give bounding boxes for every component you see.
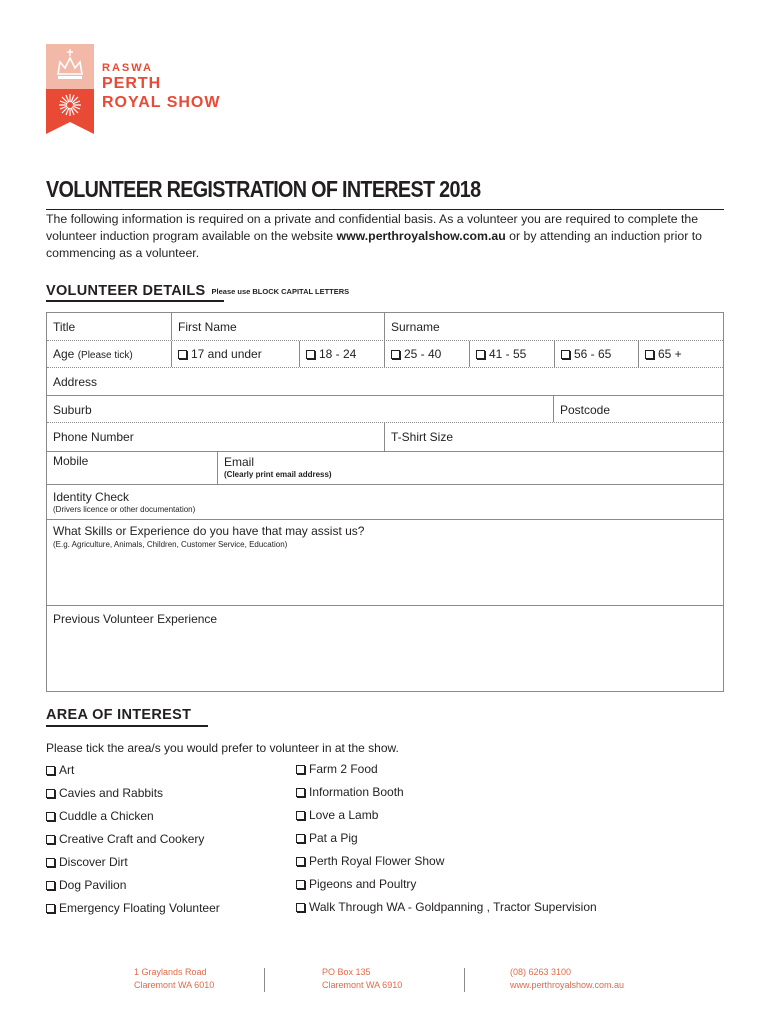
- footer-phone[interactable]: (08) 6263 3100: [510, 967, 572, 977]
- skills-note: (E.g. Agriculture, Animals, Children, Customer Service, Education): [53, 540, 288, 549]
- volunteer-details-form: [46, 312, 724, 692]
- previous-experience-field[interactable]: Previous Volunteer Experience: [53, 612, 218, 626]
- checkbox-icon[interactable]: [46, 789, 55, 798]
- checkbox-icon[interactable]: [296, 788, 305, 797]
- footer-website[interactable]: www.perthroyalshow.com.au: [510, 980, 625, 990]
- area-option-pigeons-poultry[interactable]: Pigeons and Poultry: [296, 877, 416, 891]
- perth-royal-show-logo: [46, 44, 226, 136]
- area-option-cuddle-chicken[interactable]: Cuddle a Chicken: [46, 809, 154, 823]
- page-title: VOLUNTEER REGISTRATION OF INTEREST 2018: [46, 176, 481, 202]
- checkbox-icon[interactable]: [296, 765, 305, 774]
- intro-paragraph: The following information is required on a private and confidential basis. As a volunteer you are required to complete the volunteer induction program available on the website www.perthroyalshow.com.au or by attending an induction prior to commencing as a volunteer.: [46, 212, 702, 260]
- checkbox-icon[interactable]: [296, 857, 305, 866]
- footer-contact: [510, 966, 624, 992]
- footer-divider: [464, 968, 465, 992]
- age-option-25-40[interactable]: 25 - 40: [384, 341, 469, 367]
- identity-note: (Drivers licence or other documentation): [53, 505, 196, 514]
- checkbox-icon[interactable]: [178, 350, 187, 359]
- logo-royal-show: ROYAL SHOW: [102, 94, 221, 111]
- checkbox-icon[interactable]: [46, 835, 55, 844]
- website-link[interactable]: www.perthroyalshow.com.au: [336, 229, 506, 243]
- logo-perth: PERTH: [102, 75, 162, 92]
- area-of-interest-heading: AREA OF INTEREST: [46, 707, 192, 723]
- postcode-field[interactable]: Postcode: [553, 396, 723, 422]
- tshirt-size-field[interactable]: T-Shirt Size: [384, 423, 723, 451]
- area-option-love-a-lamb[interactable]: Love a Lamb: [296, 808, 378, 822]
- area-option-pat-a-pig[interactable]: Pat a Pig: [296, 831, 358, 845]
- surname-field[interactable]: Surname: [384, 313, 723, 340]
- checkbox-icon[interactable]: [296, 834, 305, 843]
- area-option-cavies-rabbits[interactable]: Cavies and Rabbits: [46, 786, 163, 800]
- suburb-row: [47, 396, 723, 423]
- phone-number-field[interactable]: Phone Number: [53, 430, 134, 444]
- age-row: [47, 341, 723, 368]
- name-row: [47, 313, 723, 341]
- mobile-row: [47, 452, 723, 485]
- logo-raswa: RASWA: [102, 62, 153, 74]
- email-note: (Clearly print email address): [224, 470, 332, 479]
- title-divider: [46, 209, 724, 210]
- crown-banner-icon: [46, 44, 94, 134]
- identity-check-field[interactable]: Identity Check (Drivers licence or other documentation): [53, 490, 196, 514]
- area-option-emergency-floating[interactable]: Emergency Floating Volunteer: [46, 901, 220, 915]
- suburb-field[interactable]: Suburb: [53, 403, 92, 417]
- title-field[interactable]: Title: [53, 320, 76, 334]
- mobile-field[interactable]: Mobile: [53, 454, 89, 468]
- area-of-interest-underline: [46, 725, 208, 727]
- age-label-cell: Age (Please tick): [53, 347, 133, 361]
- footer-po-box: PO Box 135 Claremont WA 6910: [322, 967, 403, 990]
- area-option-information-booth[interactable]: Information Booth: [296, 785, 404, 799]
- phone-row: [47, 423, 723, 452]
- checkbox-icon[interactable]: [46, 812, 55, 821]
- volunteer-details-underline: [46, 300, 224, 302]
- checkbox-icon[interactable]: [391, 350, 400, 359]
- area-option-farm-2-food[interactable]: Farm 2 Food: [296, 762, 378, 776]
- area-option-discover-dirt[interactable]: Discover Dirt: [46, 855, 128, 869]
- area-option-dog-pavilion[interactable]: Dog Pavilion: [46, 878, 126, 892]
- checkbox-icon[interactable]: [46, 766, 55, 775]
- checkbox-icon[interactable]: [306, 350, 315, 359]
- first-name-field[interactable]: First Name: [171, 313, 384, 340]
- checkbox-icon[interactable]: [296, 880, 305, 889]
- age-option-18-24[interactable]: 18 - 24: [299, 341, 384, 367]
- age-option-41-55[interactable]: 41 - 55: [469, 341, 554, 367]
- area-prompt: Please tick the area/s you would prefer to volunteer in at the show.: [46, 741, 399, 755]
- checkbox-icon[interactable]: [296, 811, 305, 820]
- address-row: [47, 368, 723, 396]
- checkbox-icon[interactable]: [46, 858, 55, 867]
- checkbox-icon[interactable]: [476, 350, 485, 359]
- checkbox-icon[interactable]: [296, 903, 305, 912]
- identity-row: [47, 485, 723, 520]
- checkbox-icon[interactable]: [46, 904, 55, 913]
- skills-row: [47, 520, 723, 606]
- footer-street-address: 1 Graylands Road Claremont WA 6010: [134, 967, 215, 990]
- email-field[interactable]: Email (Clearly print email address): [217, 452, 723, 484]
- checkbox-icon[interactable]: [46, 881, 55, 890]
- previous-experience-row: [47, 606, 723, 691]
- age-option-65-plus[interactable]: 65 +: [638, 341, 723, 367]
- area-option-walk-through-wa[interactable]: Walk Through WA - Goldpanning , Tractor Supervision: [296, 900, 597, 914]
- area-option-art[interactable]: Art: [46, 763, 74, 777]
- block-capitals-note: Please use BLOCK CAPITAL LETTERS: [211, 286, 350, 296]
- area-option-flower-show[interactable]: Perth Royal Flower Show: [296, 854, 444, 868]
- volunteer-details-heading: VOLUNTEER DETAILS Please use BLOCK CAPITAL LETTERS: [46, 283, 350, 299]
- footer-divider: [264, 968, 265, 992]
- area-option-creative-craft[interactable]: Creative Craft and Cookery: [46, 832, 204, 846]
- age-option-56-65[interactable]: 56 - 65: [554, 341, 638, 367]
- address-field[interactable]: Address: [53, 375, 98, 389]
- age-option-17-and-under[interactable]: 17 and under: [171, 341, 299, 367]
- skills-experience-field[interactable]: What Skills or Experience do you have that may assist us? (E.g. Agriculture, Animals, Children, Customer Service, Education): [53, 524, 365, 549]
- checkbox-icon[interactable]: [645, 350, 654, 359]
- checkbox-icon[interactable]: [561, 350, 570, 359]
